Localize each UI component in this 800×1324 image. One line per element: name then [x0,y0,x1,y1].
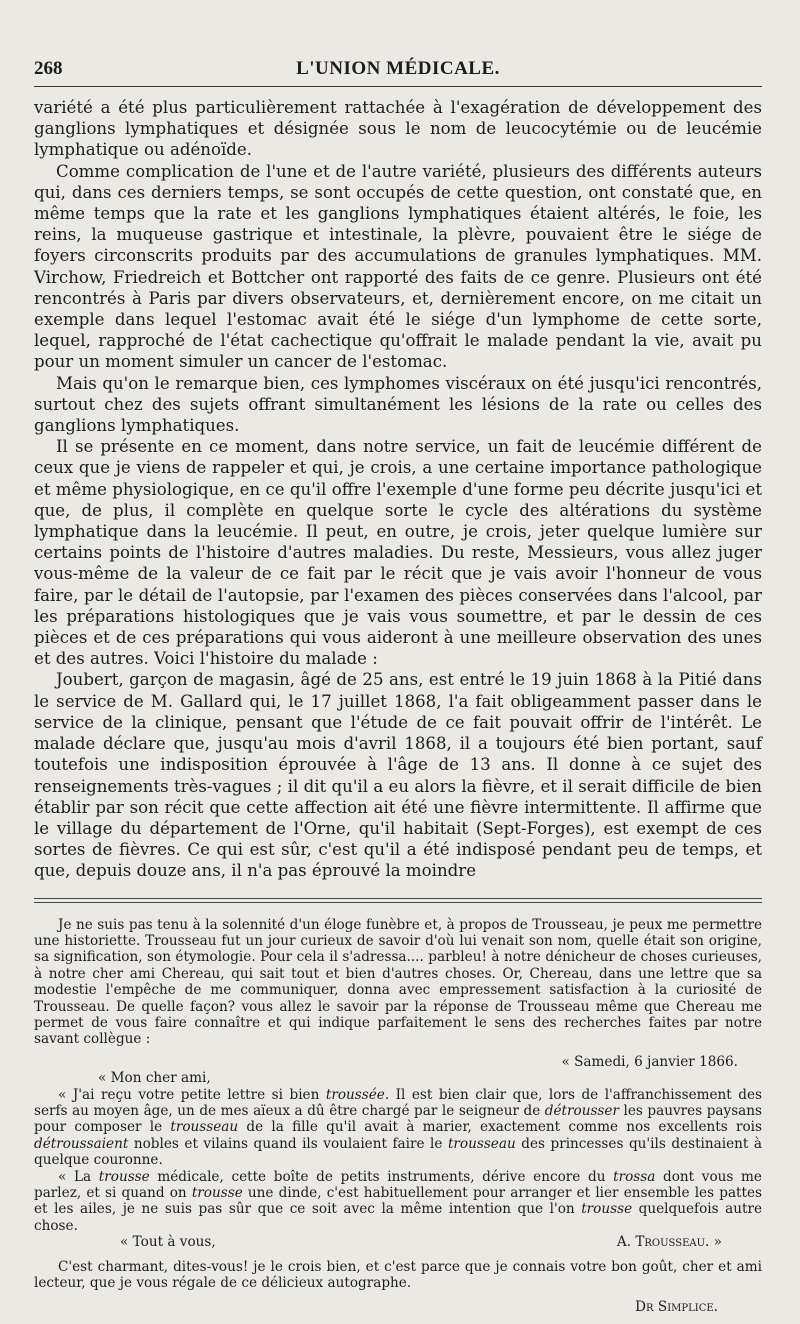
running-title: L'UNION MÉDICALE. [296,58,500,79]
footnote-comment: C'est charmant, dites-vous! je le crois bien, et c'est parce que je connais votre bon goût, cher et ami lecteur, que je vous régale de ce délicieux autographe. [34,1258,762,1292]
footnote-signature: Dr Simplice. [635,1299,718,1316]
letter-author: A. Trousseau. » [616,1234,722,1251]
footnote [34,917,762,1316]
page-number: 268 [34,58,63,79]
paragraph: variété a été plus particulièrement rattachée à l'exagération de développement des ganglions lymphatiques et désignée sous le nom de leucocytémie ou de leucémie lymphatique ou adénoïde. [34,98,762,160]
footnote-intro: Je ne suis pas tenu à la solennité d'un éloge funèbre et, à propos de Trousseau, je peux me permettre une historiette. Trousseau fut un jour curieux de savoir d'où lui venait son nom, quelle était son origine, sa signification, son étymologie. Pour cela il s'adressa.... parbleu! à notre dénicheur de choses curieuses, à notre cher ami Chereau, qui sait tout et bien d'autres choses. Or, Chereau, dans une lettre que sa modestie l'empêche de me communiquer, donna avec empressement satisfaction à la curiosité de Trousseau. De quelle façon? vous allez le savoir par la réponse de Trousseau même que Chereau me permet de vous faire connaître et qui indique parfaitement le sens des recherches faites par notre savant collègue : [34,916,762,1048]
paragraph: Joubert, garçon de magasin, âgé de 25 ans, est entré le 19 juin 1868 à la Pitié dans le service de M. Gallard qui, le 17 juillet 1868, l'a fait obligeamment passer dans le service de la clinique, pensant que l'étude de ce fait pouvait offrir de l'intérêt. Le malade déclare que, jusqu'au mois d'avril 1868, il a toujours été bien portant, sauf toutefois une indisposition éprouvée à l'âge de 13 ans. Il donne à ce sujet des renseignements très-vagues ; il dit qu'il a eu alors la fièvre, et il serait difficile de bien établir par son récit que cette affection ait été une fièvre intermittente. Il affirme que le village du département de l'Orne, qu'il habitait (Sept-Forges), est exempt de ces sortes de fièvres. Ce qui est sûr, c'est qu'il a été indisposé pendant peu de temps, et que, depuis douze ans, il n'a pas éprouvé la moindre [34,670,762,881]
body-text [34,97,762,882]
paragraph: Mais qu'on le remarque bien, ces lymphomes viscéraux on été jusqu'ici rencontrés, surtout chez des sujets offrant simultanément les lésions de la rate ou celles des ganglions lymphatiques. [34,373,762,436]
paragraph: Comme complication de l'une et de l'autre variété, plusieurs des différents auteurs qui, dans ces derniers temps, se sont occupés de cette question, ont constaté que, en même temps que la rate et les ganglions lymphatiques étaient altérés, le foie, les reins, la muqueuse gastrique et intestinale, la plèvre, pouvaient être le siége de foyers circonscrits produits par des accumulations de granules lymphatiques. MM. Virchow, Friedreich et Bottcher ont rapporté des faits de ce genre. Plusieurs ont été rencontrés à Paris par divers observateurs, et, dernièrement encore, on me citait un exemple dans lequel l'estomac avait été le siége d'un lymphome de cette sorte, lequel, rapproché de l'état cachectique qu'offrait le malade pendant la vie, avait pu pour un moment simuler un cancer de l'estomac. [34,161,762,372]
letter-salutation: « Mon cher ami, [98,1070,211,1087]
letter-paragraph: « J'ai reçu votre petite lettre si bien troussée. Il est bien clair que, lors de l'affranchissement des serfs au moyen âge, un de mes aïeux a dû être chargé par le seigneur de détrousser les pauvres paysans pour composer le trousseau de la fille qu'il avait à marier, exactement comme nos excellents rois détroussaient nobles et vilains quand ils voulaient faire le trousseau des princesses qu'ils destinaient à quelque couronne. [34,1086,763,1169]
letter-closing: « Tout à vous, [120,1234,216,1251]
footnote-divider [34,898,762,903]
page-header [34,58,762,87]
letter-date: « Samedi, 6 janvier 1866. [561,1053,738,1070]
letter-paragraph: « La trousse médicale, cette boîte de petits instruments, dérive encore du trossa dont vous me parlez, et si quand on trousse une dinde, c'est habituellement pour arranger et lier ensemble les pattes et les ailes, je ne suis pas sûr que ce soit avec la même intention que l'on trousse quelquefois autre chose. [34,1168,763,1234]
letter-signoff [34,1234,762,1250]
paragraph: Il se présente en ce moment, dans notre service, un fait de leucémie différent de ceux que je viens de rappeler et qui, je crois, a une certaine importance pathologique et même physiologique, en ce qu'il offre l'exemple d'une forme peu décrite jusqu'ici et que, de plus, il complète en quelque sorte le cycle des altérations du système lymphatique dans la leucémie. Il peut, en outre, je crois, jeter quelque lumière sur certains points de l'histoire d'autres maladies. Du reste, Messieurs, vous allez juger vous-même de la valeur de ce fait par le récit que je vais avoir l'honneur de vous faire, par le détail de l'autopsie, par l'examen des pièces conservées dans l'alcool, par les préparations histologiques que je vais vous soumettre, et par le dessin de ces pièces et de ces préparations qui vous aideront à une meilleure observation des unes et des autres. Voici l'histoire du malade : [34,437,762,669]
